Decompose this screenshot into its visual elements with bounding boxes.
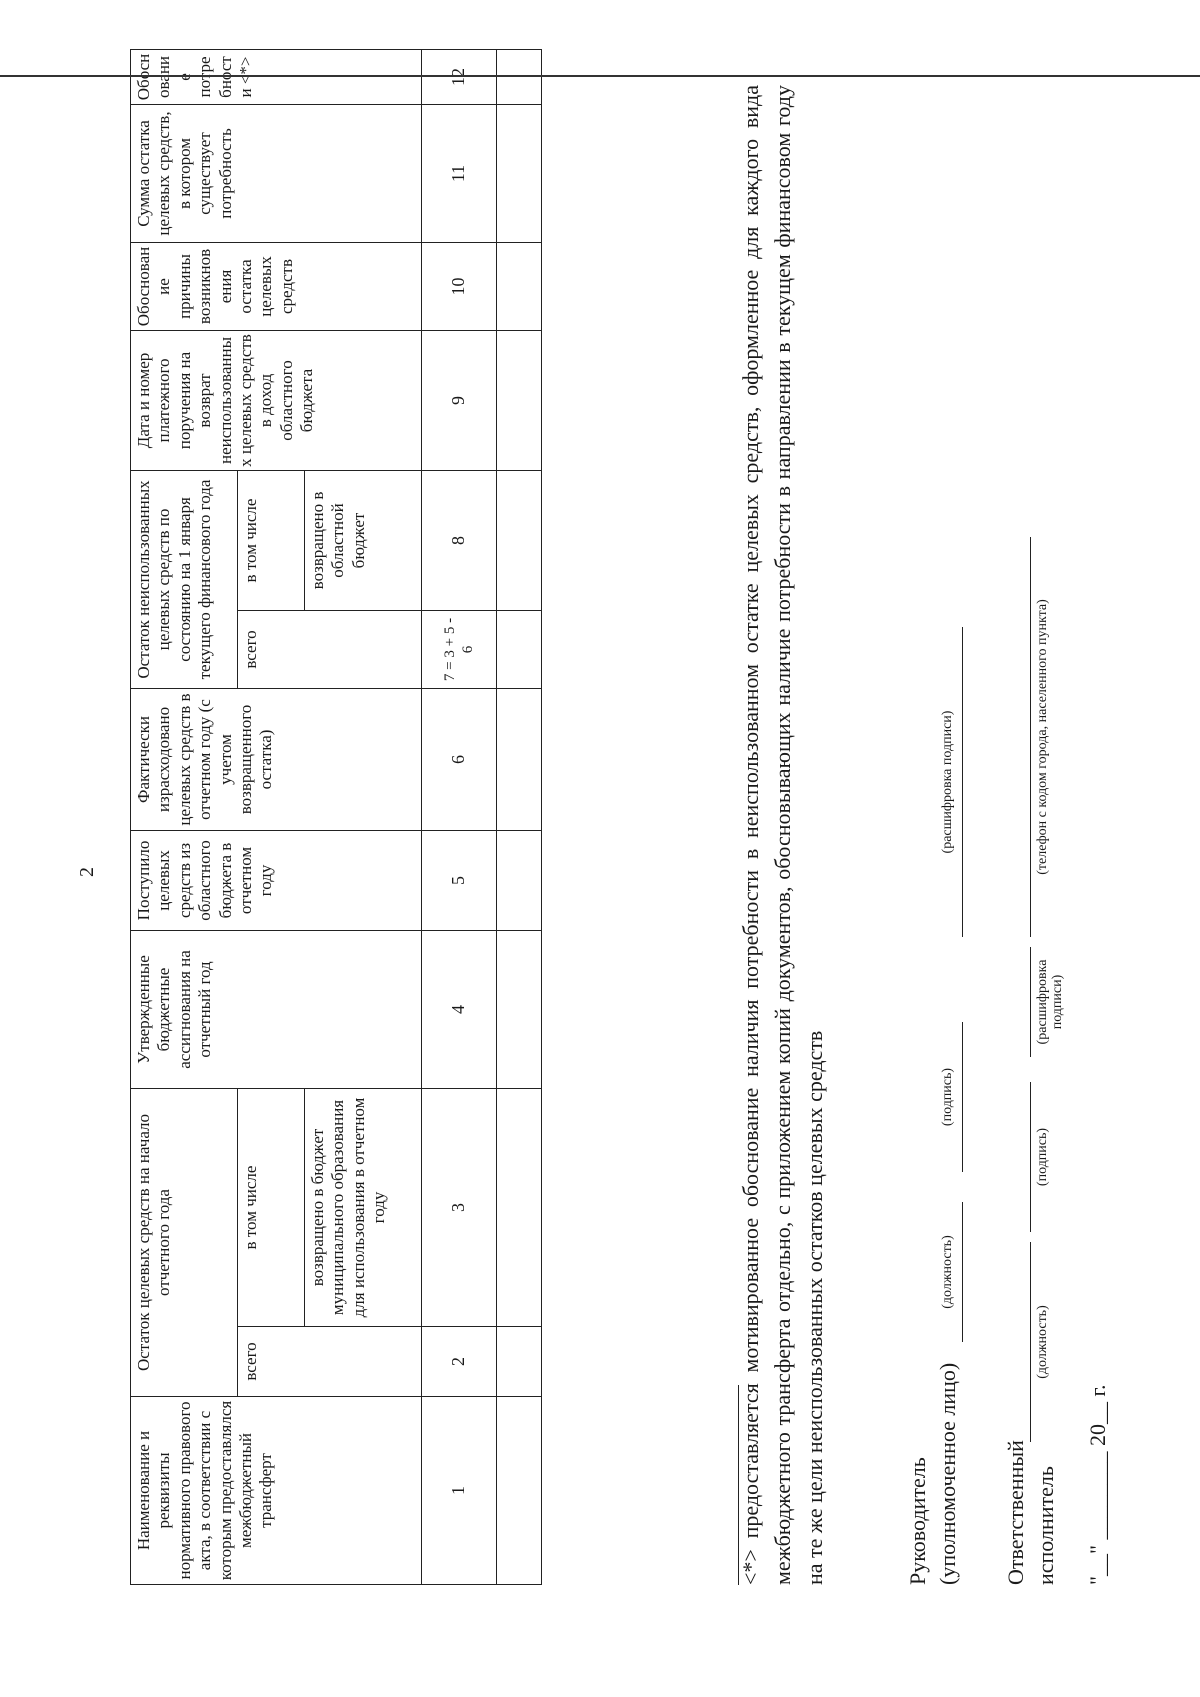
head-decode-hint: (расшифровка подписи) (940, 710, 955, 854)
page-number: 2 (76, 867, 98, 877)
table-cell[interactable] (497, 1088, 542, 1326)
table-row (497, 49, 542, 1584)
exec-signature-hint: (подпись) (1035, 1127, 1050, 1187)
exec-position-line[interactable] (1030, 1242, 1031, 1442)
header-col-9: Дата и номер платежного поручения на возврат неиспользованных целевых средств в доход областного бюджета (131, 330, 422, 470)
col-number: 4 (422, 930, 497, 1088)
header-col-7: всего (238, 610, 422, 688)
header-col-3: возвращено в бюджет муниципального образования для использования в отчетном году (305, 1088, 422, 1326)
header-col-2: всего (238, 1327, 422, 1397)
exec-signature-line[interactable] (1030, 1082, 1031, 1232)
head-position-hint: (должность) (940, 1235, 955, 1309)
header-col-1: Наименование и реквизиты нормативного правового акта, в соответствии с которым предоставлялся межбюджетный трансферт (131, 1397, 422, 1585)
header-row-1 (131, 49, 238, 1584)
footnote-text: <*> предоставляется мотивированное обоснование наличия потребности в неиспользованном остатке целевых средств, оформленное для каждого вида межбюджетного трансферта отдельно, с приложением копий документов, обосновывающих наличие потребности в направлении в текущем финансовом году на те же цели неиспользованных остатков целевых средств (738, 85, 827, 1585)
header-col-12: Обоснование потребности <*> (131, 49, 422, 104)
header-col-3-group: в том числе (238, 1088, 305, 1326)
col-number: 1 (422, 1397, 497, 1585)
col-number: 10 (422, 242, 497, 330)
header-col-7-8: Остаток неиспользованных целевых средств по состоянию на 1 января текущего финансового года (131, 470, 238, 688)
col-number: 3 (422, 1088, 497, 1326)
head-signature-hint: (подпись) (940, 1067, 955, 1127)
col-number: 9 (422, 330, 497, 470)
column-numbers-row (422, 49, 497, 1584)
header-col-5: Поступило целевых средств из областного бюджета в отчетном году (131, 830, 422, 930)
table-cell[interactable] (497, 242, 542, 330)
head-position-line[interactable] (962, 1202, 963, 1342)
table-cell[interactable] (497, 470, 542, 610)
exec-label-line2: исполнитель (1033, 1466, 1058, 1585)
head-decode-line[interactable] (962, 627, 963, 937)
header-col-8-group: в том числе (238, 470, 305, 610)
head-label-line1: Руководитель (905, 1457, 930, 1585)
head-signature-line[interactable] (962, 1022, 963, 1172)
col-number: 6 (422, 688, 497, 830)
header-col-11: Сумма остатка целевых средств, в котором существует потребность (131, 104, 422, 242)
header-col-4: Утвержденные бюджетные ассигнования на отчетный год (131, 930, 422, 1088)
table-cell[interactable] (497, 610, 542, 688)
exec-phone-hint: (телефон с кодом города, населенного пункта) (1035, 599, 1050, 875)
page-edge-line (0, 75, 1200, 77)
exec-decode-hint: (расшифровка подписи) (1035, 959, 1066, 1045)
table-cell[interactable] (497, 930, 542, 1088)
col-number: 7 = 3 + 5 - 6 (422, 610, 497, 688)
table-cell[interactable] (497, 330, 542, 470)
exec-decode-line[interactable] (1030, 947, 1031, 1057)
table-cell[interactable] (497, 688, 542, 830)
header-col-6: Фактически израсходовано целевых средств в отчетном году (с учетом возвращенного остатка) (131, 688, 422, 830)
col-number: 11 (422, 104, 497, 242)
exec-position-hint: (должность) (1035, 1305, 1050, 1379)
report-table (130, 49, 542, 1585)
col-number: 12 (422, 49, 497, 104)
head-label-line2: (уполномоченное лицо) (935, 1362, 960, 1585)
table-cell[interactable] (497, 1397, 542, 1585)
col-number: 8 (422, 470, 497, 610)
header-col-10: Обоснование причины возникновения остатка целевых средств (131, 242, 422, 330)
exec-label-line1: Ответственный (1003, 1440, 1028, 1585)
date-line[interactable]: "__" ________ 20__ г. (1085, 1384, 1110, 1585)
header-col-2-3: Остаток целевых средств на начало отчетного года (131, 1088, 238, 1396)
col-number: 2 (422, 1327, 497, 1397)
col-number: 5 (422, 830, 497, 930)
table-cell[interactable] (497, 830, 542, 930)
table-cell[interactable] (497, 104, 542, 242)
exec-phone-line[interactable] (1030, 537, 1031, 937)
header-col-8: возвращено в областной бюджет (305, 470, 422, 610)
table-cell[interactable] (497, 1327, 542, 1397)
